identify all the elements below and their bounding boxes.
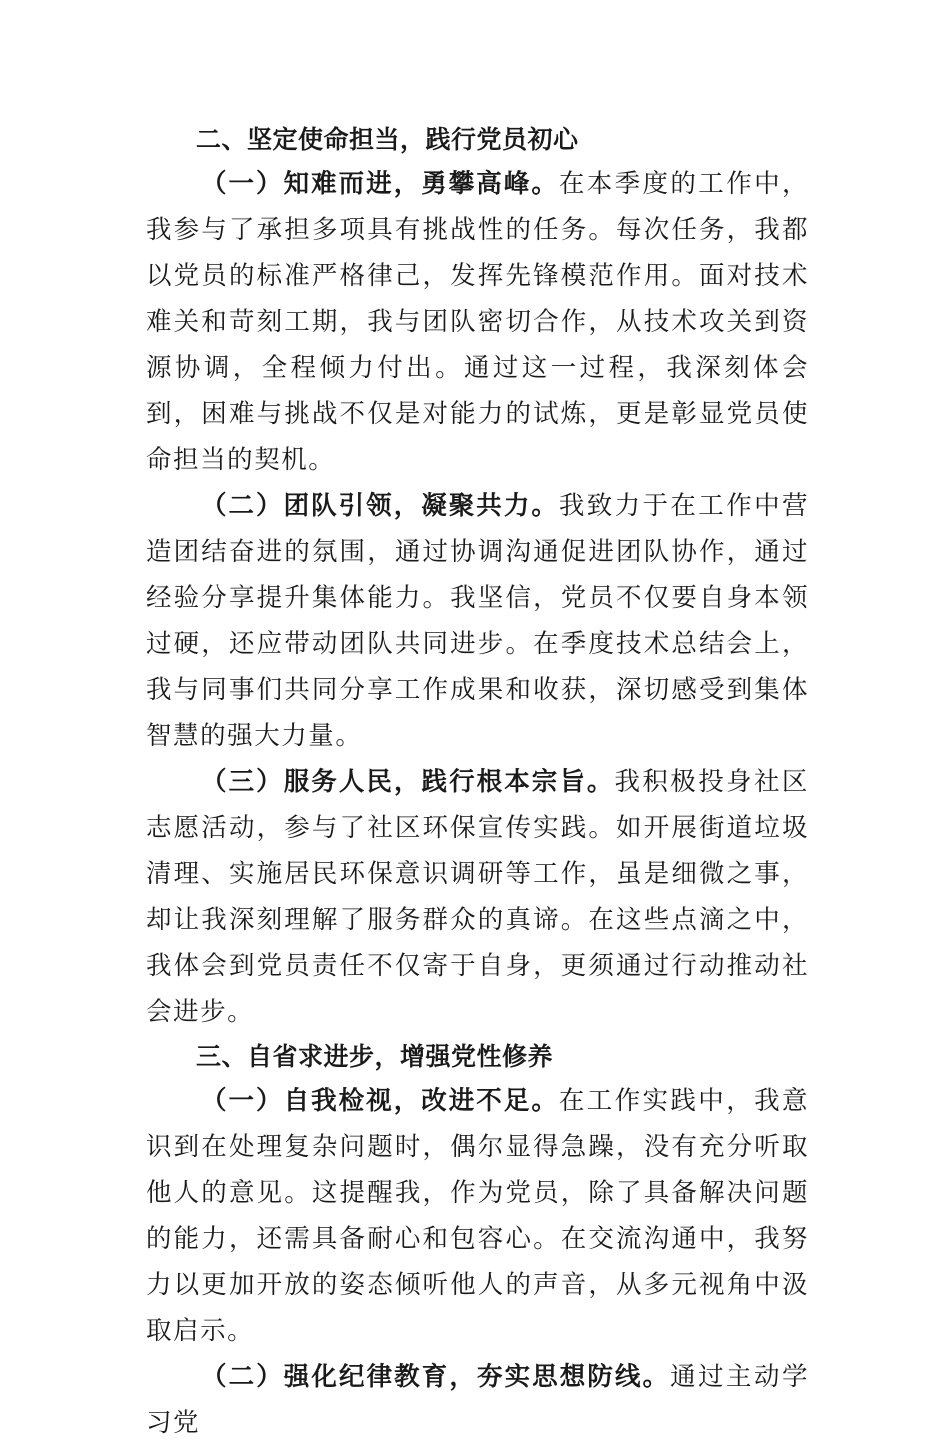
paragraph-2-2 [146,483,809,759]
paragraph-2-3 [146,759,809,1035]
paragraph-body: 在工作实践中，我意识到在处理复杂问题时，偶尔显得急躁，没有充分听取他人的意见。这提醒我，作为党员，除了具备解决问题的能力，还需具备耐心和包容心。在交流沟通中，我努力以更加开放的姿态倾听他人的声音，从多元视角中汲取启示。 [146,1086,809,1346]
paragraph-lead: （二）团队引领，凝聚共力。 [201,491,559,521]
paragraph-lead: （二）强化纪律教育，夯实思想防线。 [201,1362,671,1392]
paragraph-3-2 [146,1354,809,1446]
section-heading-3: 三、自省求进步，增强党性修养 [196,1042,554,1071]
paragraph-body: 我致力于在工作中营造团结奋进的氛围，通过协调沟通促进团队协作，通过经验分享提升集体能力。我坚信，党员不仅要自身本领过硬，还应带动团队共同进步。在季度技术总结会上，我与同事们共同分享工作成果和收获，深切感受到集体智慧的强大力量。 [146,491,809,751]
section-heading-2: 二、坚定使命担当，践行党员初心 [196,125,579,154]
document-page [146,118,809,1446]
paragraph-lead: （一）知难而进，勇攀高峰。 [201,169,559,199]
paragraph-2-1 [146,161,809,483]
paragraph-body: 通过主动学习党 [146,1362,809,1438]
paragraph-lead: （三）服务人民，践行根本宗旨。 [201,767,615,797]
paragraph-lead: （一）自我检视，改进不足。 [201,1086,559,1116]
paragraph-body: 我积极投身社区志愿活动，参与了社区环保宣传实践。如开展街道垃圾清理、实施居民环保意识调研等工作，虽是细微之事，却让我深刻理解了服务群众的真谛。在这些点滴之中，我体会到党员责任不仅寄于自身，更须通过行动推动社会进步。 [146,767,809,1027]
paragraph-3-1 [146,1078,809,1354]
paragraph-body: 在本季度的工作中，我参与了承担多项具有挑战性的任务。每次任务，我都以党员的标准严格律己，发挥先锋模范作用。面对技术难关和苛刻工期，我与团队密切合作，从技术攻关到资源协调，全程倾力付出。通过这一过程，我深刻体会到，困难与挑战不仅是对能力的试炼，更是彰显党员使命担当的契机。 [146,169,809,475]
